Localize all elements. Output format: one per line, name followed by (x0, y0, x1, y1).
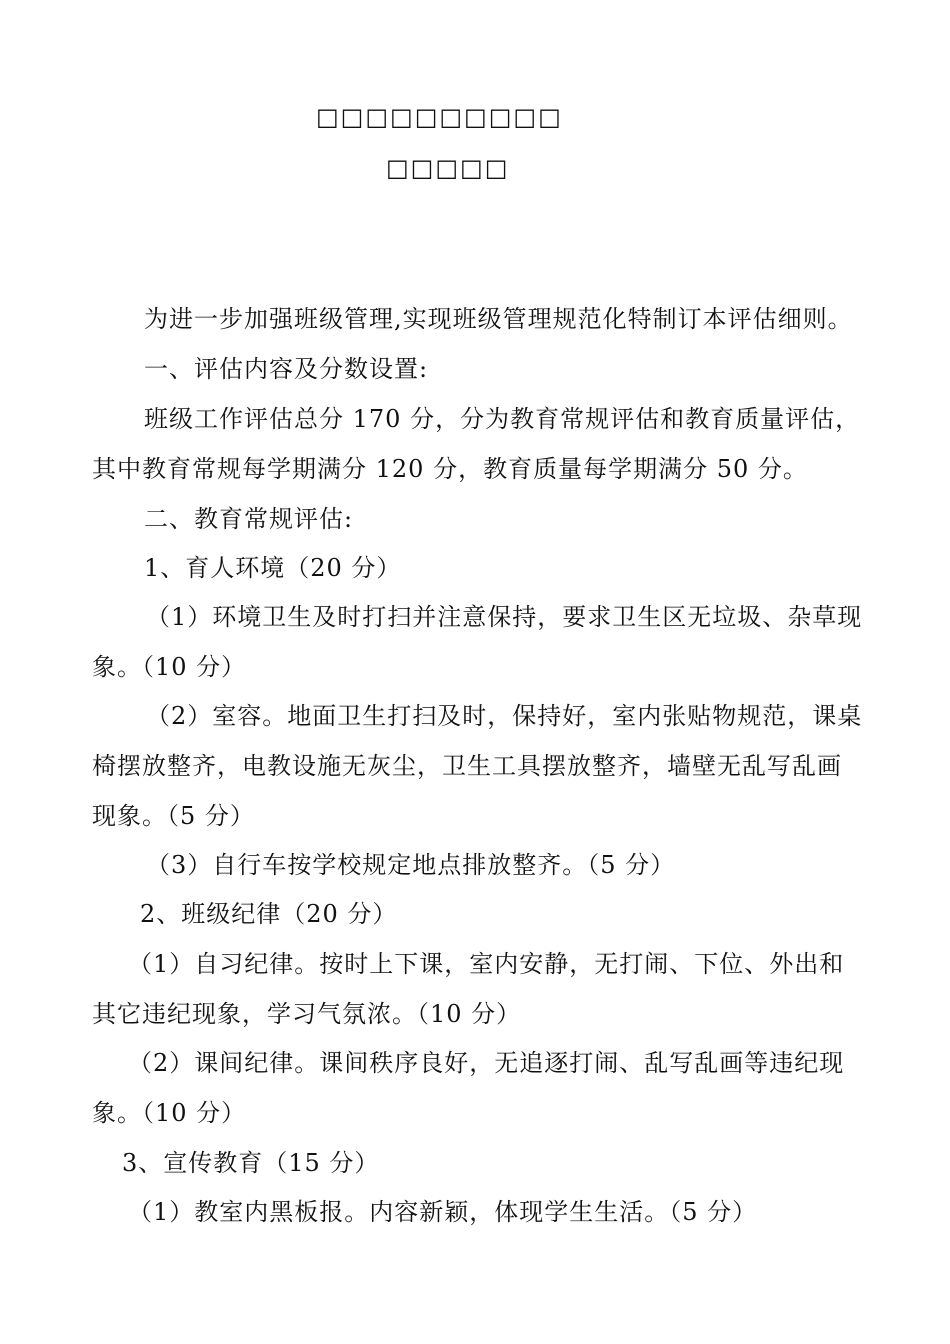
section-heading: 一、评估内容及分数设置: (144, 355, 429, 383)
body-line: （2）课间纪律。课间秩序良好，无追逐打闹、乱写乱画等违纪现 (128, 1049, 845, 1077)
subsection-heading: 3、宣传教育（15 分） (122, 1149, 380, 1177)
body-line: （1）环境卫生及时打扫并注意保持，要求卫生区无垃圾、杂草现 (146, 603, 863, 631)
body-line: 班级工作评估总分 170 分，分为教育常规评估和教育质量评估， (144, 405, 861, 433)
body-line: 象。（10 分） (92, 1099, 247, 1127)
document-subtitle: □□□□□ (386, 154, 510, 182)
body-line: 椅摆放整齐，电教设施无灰尘，卫生工具摆放整齐，墙壁无乱写乱画 (92, 752, 842, 780)
body-line: 象。（10 分） (92, 653, 247, 681)
body-line: （3）自行车按学校规定地点排放整齐。（5 分） (146, 851, 676, 879)
body-line: （1）教室内黑板报。内容新颖，体现学生生活。（5 分） (128, 1198, 758, 1226)
document-title: □□□□□□□□□□ (316, 103, 563, 131)
body-line: 为进一步加强班级管理,实现班级管理规范化特制订本评估细则。 (144, 305, 853, 333)
subsection-heading: 2、班级纪律（20 分） (140, 900, 398, 928)
section-heading: 二、教育常规评估: (144, 505, 354, 533)
body-line: 现象。（5 分） (92, 802, 255, 830)
body-line: （2）室容。地面卫生打扫及时，保持好，室内张贴物规范，课桌 (146, 702, 863, 730)
body-line: 其中教育常规每学期满分 120 分，教育质量每学期满分 50 分。 (92, 455, 808, 483)
subsection-heading: 1、育人环境（20 分） (144, 554, 402, 582)
body-line: （1）自习纪律。按时上下课，室内安静，无打闹、下位、外出和 (128, 950, 845, 978)
body-line: 其它违纪现象，学习气氛浓。（10 分） (92, 1000, 522, 1028)
